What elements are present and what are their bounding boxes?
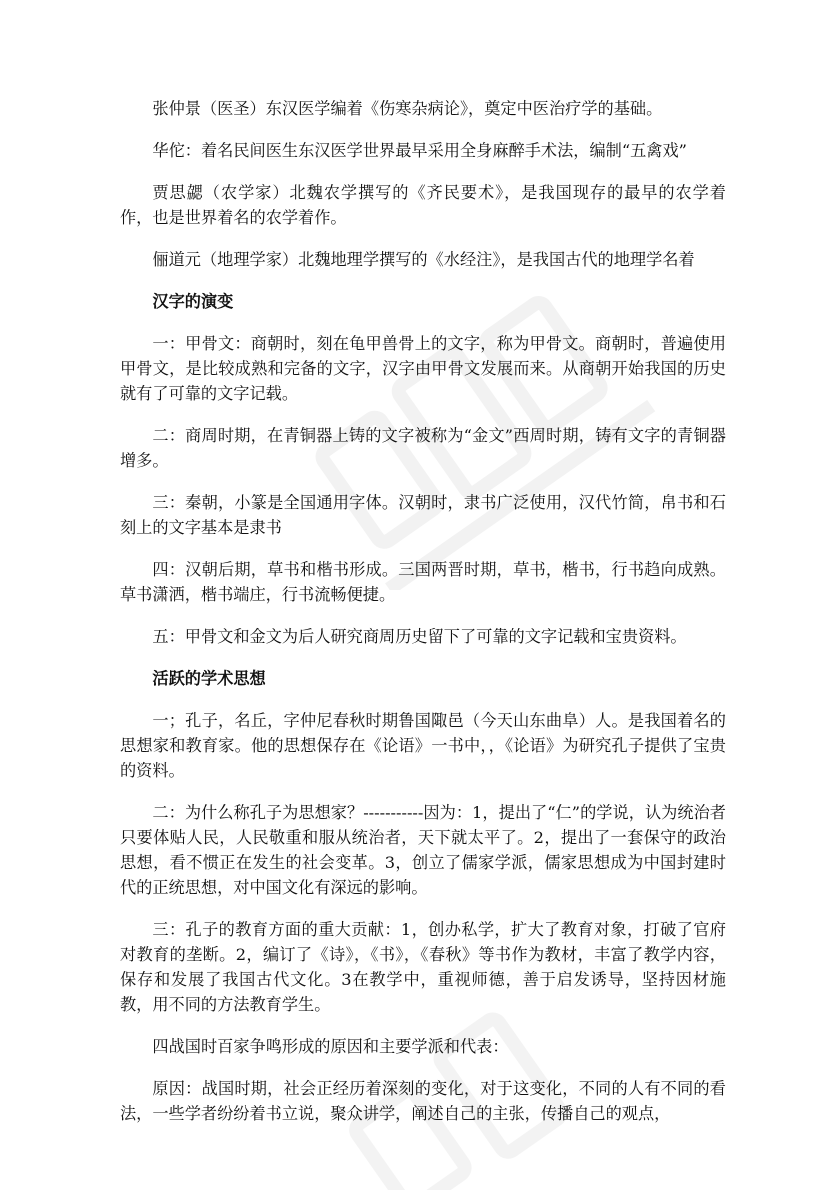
document-body	[120, 96, 726, 1143]
paragraph-li-daoyuan: 俪道元（地理学家）北魏地理学撰写的《水经注》，是我国古代的地理学名着	[152, 250, 695, 269]
paragraph-confucius-thinker: 二：为什么称孔子为思想家？-----------因为：1，提出了“仁”的学说，认为统治者只要体贴人民，人民敬重和服从统治者，天下就太平了。2，提出了一套保守的政治思想，看不惯正在发生的社会变革。3，创立了儒家学派，儒家思想成为中国封建时代的正统思想，对中国文化有深远的影响。	[120, 803, 726, 897]
section-heading-characters: 汉字的演变	[152, 292, 234, 311]
paragraph-hua-tuo: 华佗：着名民间医生东汉医学世界最早采用全身麻醉手术法，编制“五禽戏”	[152, 141, 687, 160]
paragraph-oracle-bone: 一：甲骨文：商朝时，刻在龟甲兽骨上的文字，称为甲骨文。商朝时，普遍使用甲骨文，是比较成熟和完备的文字，汉字由甲骨文发展而来。从商朝开始我国的历史就有了可靠的文字记载。	[120, 334, 726, 403]
paragraph-hundred-schools: 四战国时百家争鸣形成的原因和主要学派和代表：	[152, 1037, 509, 1056]
paragraph-cursive-regular: 四：汉朝后期，草书和楷书形成。三国两晋时期，草书，楷书，行书趋向成熟。草书潇洒，楷书端庄，行书流畅便捷。	[120, 560, 726, 604]
paragraph-jia-sixie: 贾思勰（农学家）北魏农学撰写的《齐民要术》，是我国现存的最早的农学着作，也是世界着名的农学着作。	[120, 183, 726, 227]
paragraph-historical-records: 五：甲骨文和金文为后人研究商周历史留下了可靠的文字记载和宝贵资料。	[152, 627, 687, 646]
paragraph-zhang-zhongjing: 张仲景（医圣）东汉医学编着《伤寒杂病论》，奠定中医治疗学的基础。	[152, 99, 663, 118]
paragraph-reasons: 原因：战国时期，社会正经历着深刻的变化，对于这变化，不同的人有不同的看法，一些学者纷纷着书立说，聚众讲学，阐述自己的主张，传播自己的观点，	[120, 1079, 726, 1123]
section-heading-thought: 活跃的学术思想	[152, 669, 266, 688]
paragraph-confucius-education: 三：孔子的教育方面的重大贡献：1，创办私学，扩大了教育对象，打破了官府对教育的垄断。2，编订了《诗》，《书》，《春秋》等书作为教材，丰富了教学内容，保存和发展了我国古代文化。3在教学中，重视师德，善于启发诱导，坚持因材施教，用不同的方法教育学生。	[120, 920, 726, 1014]
paragraph-bronze-script: 二：商周时期，在青铜器上铸的文字被称为“金文”西周时期，铸有文字的青铜器增多。	[120, 426, 726, 470]
paragraph-qin-han-script: 三：秦朝，小篆是全国通用字体。汉朝时，隶书广泛使用，汉代竹简，帛书和石刻上的文字基本是隶书	[120, 493, 726, 537]
paragraph-confucius-intro: 一；孔子，名丘，字仲尼春秋时期鲁国陬邑（今天山东曲阜）人。是我国着名的思想家和教育家。他的思想保存在《论语》一书中，，《论语》为研究孔子提供了宝贵的资料。	[120, 711, 726, 780]
